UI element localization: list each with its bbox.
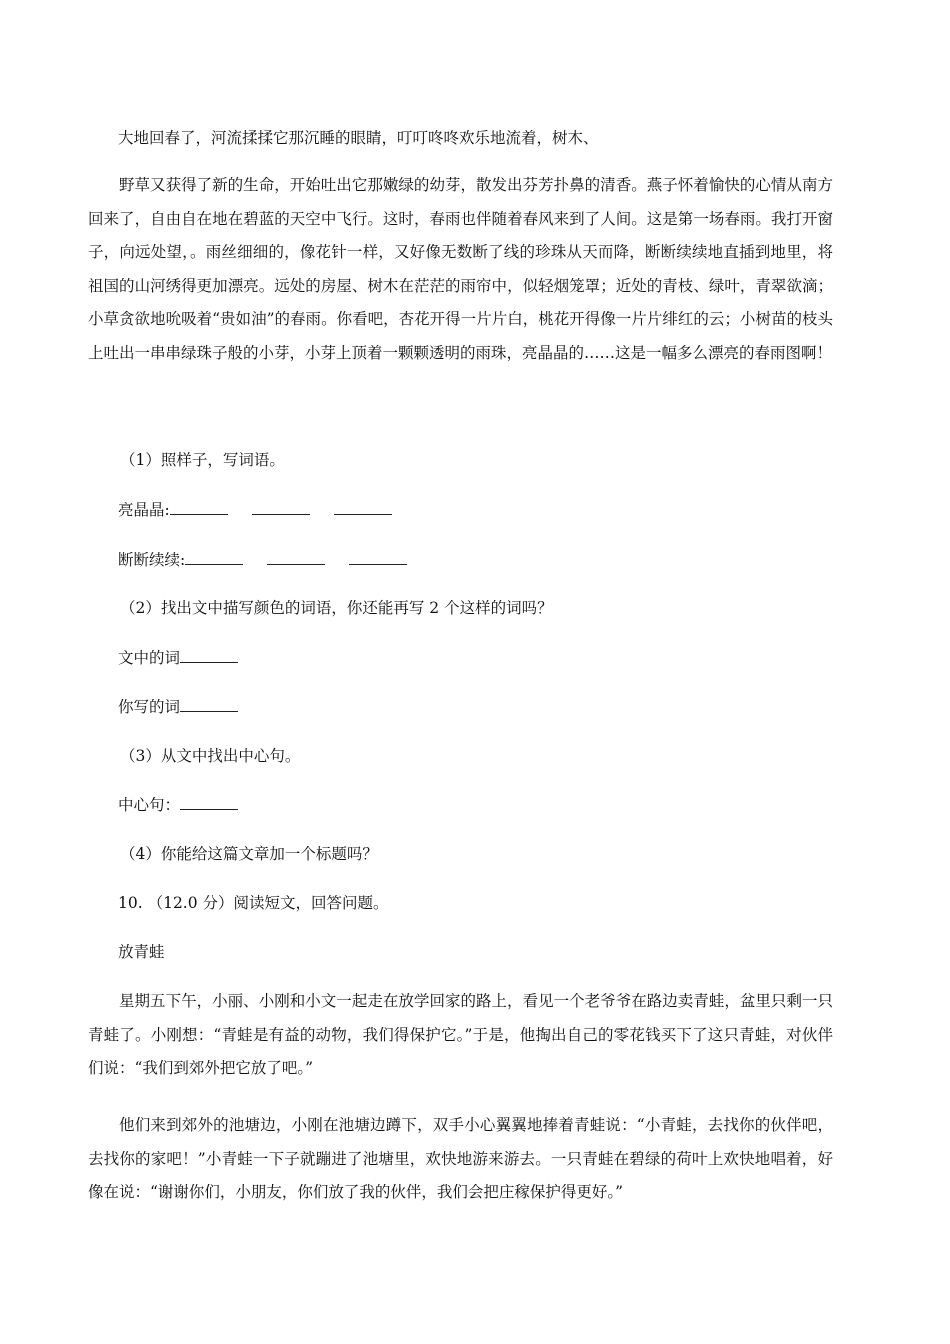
answer-label: 亮晶晶: <box>118 501 170 519</box>
answer-blank[interactable] <box>180 795 238 810</box>
answer-blank[interactable] <box>334 500 392 515</box>
answer-blank[interactable] <box>185 550 243 565</box>
answer-label: 中心句： <box>118 796 181 814</box>
story-paragraph-2: 他们来到郊外的池塘边，小刚在池塘边蹲下，双手小心翼翼地捧着青蛙说：“小青蛙，去找你的伙伴吧，去找你的家吧！”小青蛙一下子就蹦进了池塘里，欢快地游来游去。一只青蛙在碧绿的荷叶上欢快地唱着，好像在说：“谢谢你们，小朋友，你们放了我的伙伴，我们会把庄稼保护得更好。” <box>88 1116 833 1201</box>
question-1-answer-a <box>118 500 416 520</box>
answer-label: 你写的词 <box>118 698 181 716</box>
question-1-answer-b <box>118 550 431 570</box>
section-10-heading: 10. （12.0 分）阅读短文，回答问题。 <box>118 894 389 912</box>
question-2-answer-b <box>118 697 238 717</box>
question-1: （1）照样子，写词语。 <box>120 451 285 469</box>
answer-blank[interactable] <box>252 500 310 515</box>
answer-blank[interactable] <box>180 648 238 663</box>
answer-label: 文中的词 <box>118 649 181 667</box>
question-3-answer <box>118 795 238 815</box>
answer-blank[interactable] <box>349 550 407 565</box>
answer-blank[interactable] <box>180 697 238 712</box>
question-3: （3）从文中找出中心句。 <box>120 747 301 765</box>
story-title: 放青蛙 <box>118 943 165 961</box>
answer-blank[interactable] <box>267 550 325 565</box>
question-2: （2）找出文中描写颜色的词语，你还能再写 2 个这样的词吗？ <box>120 599 553 617</box>
passage-paragraph-2: 野草又获得了新的生命，开始吐出它那嫩绿的幼芽，散发出芬芳扑鼻的清香。燕子怀着愉快的心情从南方回来了，自由自在地在碧蓝的天空中飞行。这时，春雨也伴随着春风来到了人间。这是第一场春雨。我打开窗子，向远处望，。雨丝细细的，像花针一样，又好像无数断了线的珍珠从天而降，断断续续地直插到地里，将祖国的山河绣得更加漂亮。远处的房屋、树木在茫茫的雨帘中，似轻烟笼罩；近处的青枝、绿叶，青翠欲滴；小草贪欲地吮吸着“贵如油”的春雨。你看吧，杏花开得一片片白，桃花开得像一片片绯红的云；小树苗的枝头上吐出一串串绿珠子般的小芽，小芽上顶着一颗颗透明的雨珠，亮晶晶的……这是一幅多么漂亮的春雨图啊！ <box>88 176 833 362</box>
passage-line-1: 大地回春了，河流揉揉它那沉睡的眼睛，叮叮咚咚欢乐地流着，树木、 <box>118 129 599 147</box>
answer-label: 断断续续: <box>118 551 186 569</box>
question-4: （4）你能给这篇文章加一个标题吗？ <box>120 845 378 863</box>
question-2-answer-a <box>118 648 238 668</box>
story-paragraph-1: 星期五下午，小丽、小刚和小文一起走在放学回家的路上，看见一个老爷爷在路边卖青蛙，盆里只剩一只青蛙了。小刚想：“青蛙是有益的动物，我们得保护它。”于是，他掏出自己的零花钱买下了这只青蛙，对伙伴们说：“我们到郊外把它放了吧。” <box>88 992 833 1077</box>
answer-blank[interactable] <box>170 500 228 515</box>
